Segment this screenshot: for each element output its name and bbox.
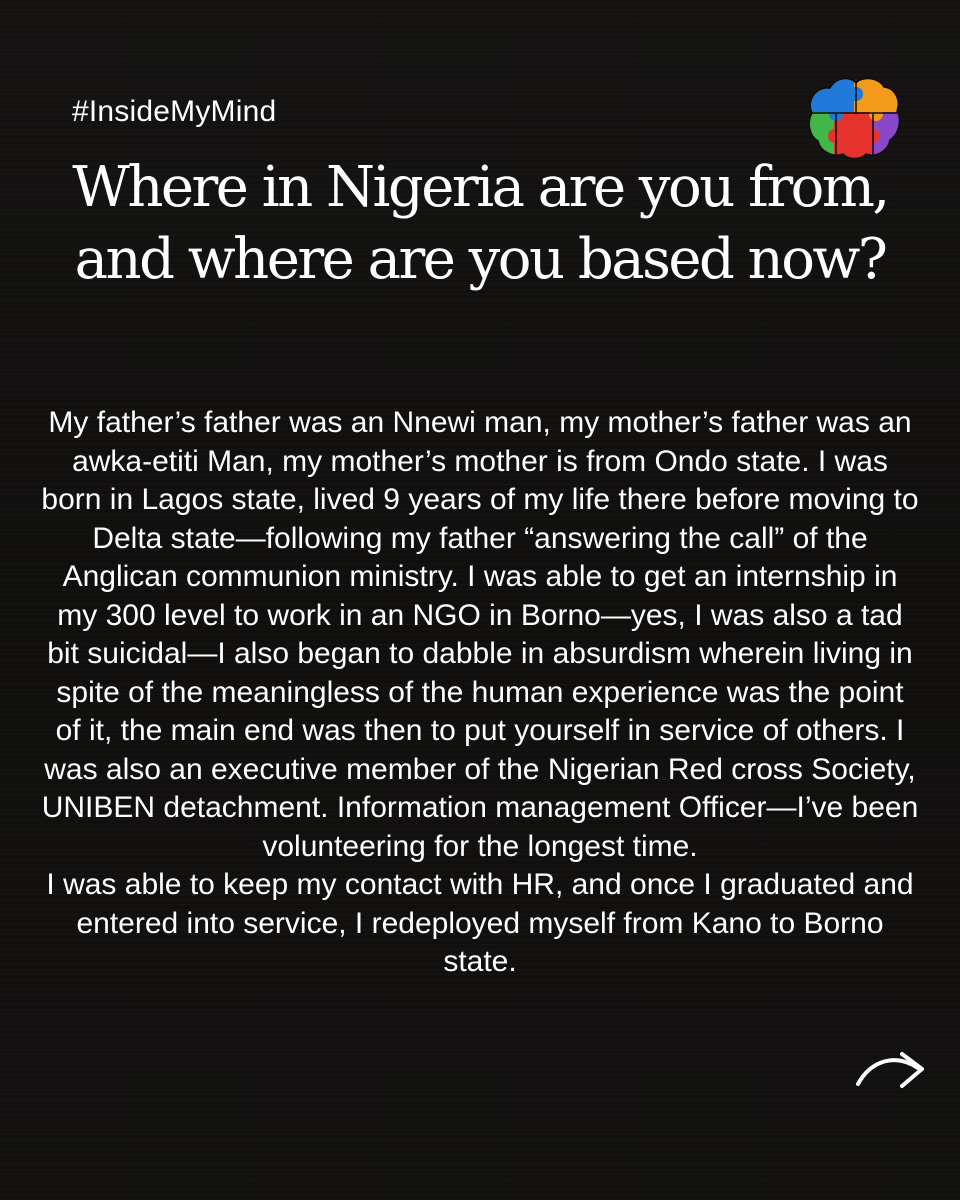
- headline: Where in Nigeria are you from, and where are you based now?: [72, 155, 888, 292]
- hashtag[interactable]: #InsideMyMind: [72, 95, 277, 128]
- puzzle-brain-icon: [806, 74, 902, 160]
- body-text-content: My father’s father was an Nnewi man, my mother’s father was an awka-etiti Man, my mother’s mother is from Ondo state. I was born in Lagos state, lived 9 years of my life there before moving to Delta state—following my father “answering the call” of the Anglican communion ministry. I was able to get an internship in my 300 level to work in an NGO in Borno—yes, I was also a tad bit suicidal—I also began to dabble in absurdism wherein living in spite of the meaningless of the human experience was the point of it, the main end was then to put yourself in service of others. I was also an executive member of the Nigerian Red cross Society, UNIBEN detachment. Information management Officer—I’ve been volunteering for the longest time. I was able to keep my contact with HR, and once I graduated and entered into service, I redeployed myself from Kano to Borno state.: [41, 406, 919, 978]
- body-text: [40, 404, 920, 982]
- swipe-arrow-icon[interactable]: [856, 1038, 930, 1092]
